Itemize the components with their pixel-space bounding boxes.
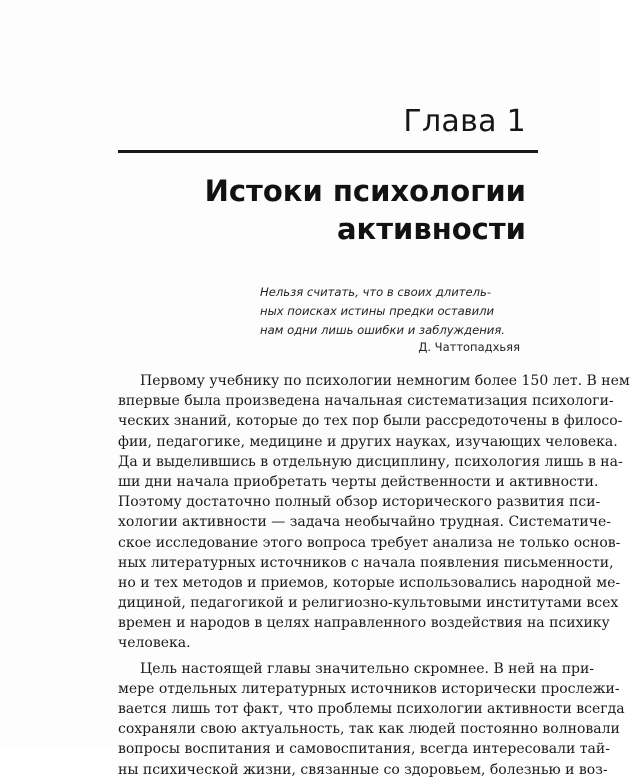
chapter-title-line: Истоки психологии: [204, 174, 526, 208]
chapter-title: [126, 172, 526, 248]
body-line: Цель настоящей главы значительно скромнее. В ней на при-: [140, 660, 595, 677]
body-line: ческих знаний, которые до тех пор были рассредоточены в филосо-: [118, 413, 623, 430]
body-line: вопросы воспитания и самовоспитания, всегда интересовали тай-: [118, 741, 610, 758]
body-line: впервые была произведена начальная систематизация психологи-: [118, 393, 614, 410]
body-line: человека.: [118, 635, 191, 652]
epigraph-line: ных поисках истины предки оставили: [260, 304, 495, 318]
body-line: фии, педагогике, медицине и других науках, изучающих человека.: [118, 433, 618, 450]
epigraph-author: Д. Чаттопадхьяя: [418, 340, 520, 354]
epigraph-line: нам одни лишь ошибки и заблуждения.: [260, 323, 505, 337]
body-line: дициной, педагогикой и религиозно-культовыми институтами всех: [118, 595, 619, 612]
epigraph-line: Нельзя считать, что в своих длитель-: [260, 285, 492, 299]
body-text: [118, 371, 630, 780]
body-line: Поэтому достаточно полный обзор исторического развития пси-: [118, 494, 601, 511]
body-line: хологии активности — задача необычайно трудная. Систематиче-: [118, 514, 611, 531]
body-line: вается лишь тот факт, что проблемы психологии активности всегда: [118, 701, 625, 717]
chapter-divider: [118, 150, 538, 153]
epigraph: [260, 283, 520, 340]
body-line: сохраняли свою актуальность, так как людей постоянно волновали: [118, 721, 620, 738]
body-line: времен и народов в целях направленного воздействия на психику: [118, 615, 610, 632]
body-line: Первому учебнику по психологии немногим более 150 лет. В нем: [140, 373, 630, 389]
body-line: ское исследование этого вопроса требует анализа не только основ-: [118, 534, 621, 551]
body-line: ных литературных источников с начала появления письменности,: [118, 554, 614, 571]
body-line: Да и выделившись в отдельную дисциплину, психология лишь в на-: [118, 453, 623, 470]
chapter-label: Глава 1: [403, 104, 526, 139]
body-line: ны психической жизни, связанные со здоровьем, болезнью и воз-: [118, 761, 608, 778]
body-line: мере отдельных литературных источников исторически прослежи-: [118, 680, 620, 697]
chapter-title-line: активности: [336, 212, 526, 246]
body-line: ши дни начала приобретать черты действенности и активности.: [118, 473, 599, 490]
body-line: но и тех методов и приемов, которые использовались народной ме-: [118, 574, 621, 591]
